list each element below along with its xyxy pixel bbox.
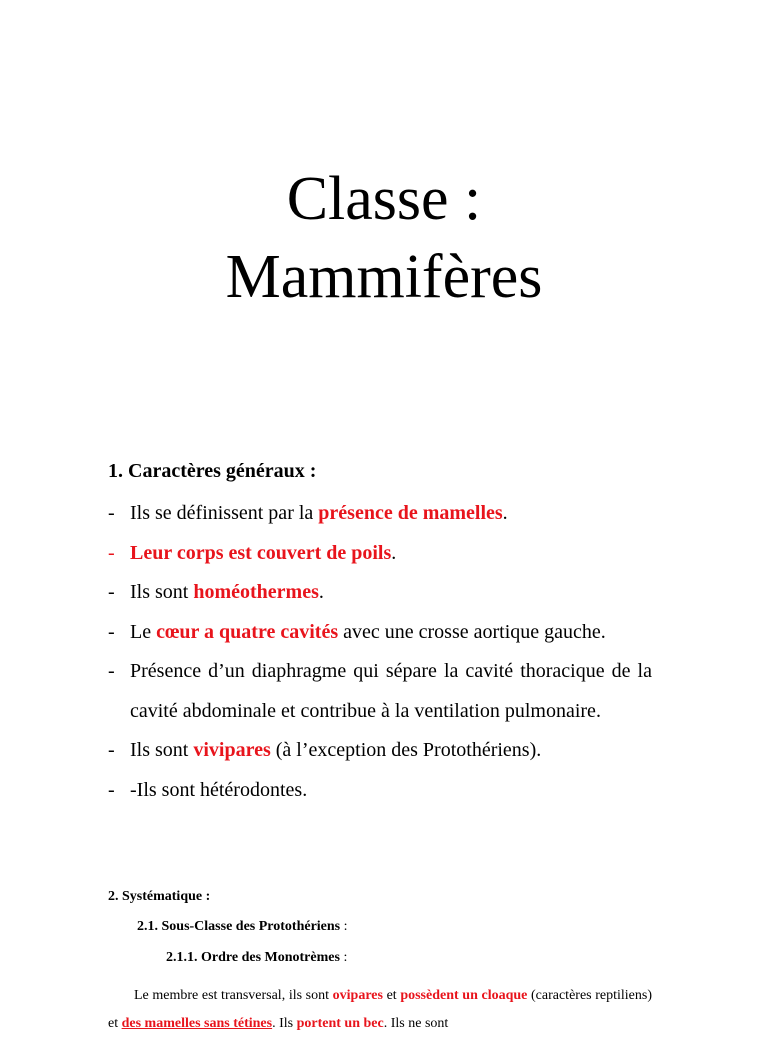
subsection-colon: : [340,919,348,934]
subsection-heading-prototheria [137,917,348,937]
title-line-1: Classe : [286,165,482,233]
list-item [108,534,652,574]
dash-bullet: - [108,660,115,682]
highlight-text: cœur a quatre cavités [156,620,339,643]
list-item [108,494,652,534]
subsection-title: 2.1. Sous-Classe des Protothériens [137,919,341,934]
highlight-text: des mamelles sans tétines [121,1016,273,1031]
item-text: avec une crosse aortique gauche. [338,620,606,643]
monotremes-paragraph [108,982,652,1038]
highlight-text: possèdent un cloaque [400,988,528,1003]
subsection-title: 2.1.1. Ordre des Monotrèmes [166,950,340,965]
list-item [108,652,652,731]
paragraph-text: . Ils [272,1016,297,1031]
characteristics-list [108,494,652,810]
section-heading-characteristics: 1. Caractères généraux : [108,460,317,482]
subsection-colon: : [339,950,348,965]
page-title [0,160,768,316]
paragraph-text: Le membre est transversal, ils sont [134,988,333,1003]
dash-bullet: - [108,502,115,524]
highlight-text: vivipares [193,739,271,761]
list-item [108,573,652,613]
item-text: Le [130,620,157,643]
item-text: . [502,502,508,524]
subsection-heading-monotremes [166,948,347,968]
paragraph-text: (caractères reptiliens) et [108,988,652,1031]
dash-bullet: - [108,739,115,761]
list-item [108,731,652,771]
title-line-2: Mammifères [225,243,543,311]
item-text: -Ils sont hétérodontes. [130,778,308,801]
dash-bullet: - [108,581,115,603]
item-text: Ils se définissent par la [130,502,319,524]
highlight-text: Leur corps est couvert de poils [130,541,392,564]
item-text: . [318,581,324,603]
item-text: (à l’exception des Protothériens). [270,739,542,761]
item-text: Présence d’un diaphragme qui sépare la cavité thoracique de la cavité abdominale et contribue à la ventilation pulmonaire. [130,660,652,722]
paragraph-text: . Ils ne sont [383,1016,449,1031]
item-text: Ils sont [130,581,194,603]
item-text: . [391,541,397,564]
dash-bullet: - [108,620,115,643]
highlight-text: homéothermes [193,581,319,603]
highlight-text: ovipares [332,988,383,1003]
section-heading-systematics: 2. Systématique : [108,889,211,904]
highlight-text: portent un bec [296,1016,384,1031]
highlight-text: présence de mamelles [318,502,503,524]
dash-bullet: - [108,778,115,801]
dash-bullet: - [108,541,115,564]
paragraph-text: et [382,988,401,1003]
list-item [108,613,652,653]
item-text: Ils sont [130,739,194,761]
list-item [108,771,652,811]
